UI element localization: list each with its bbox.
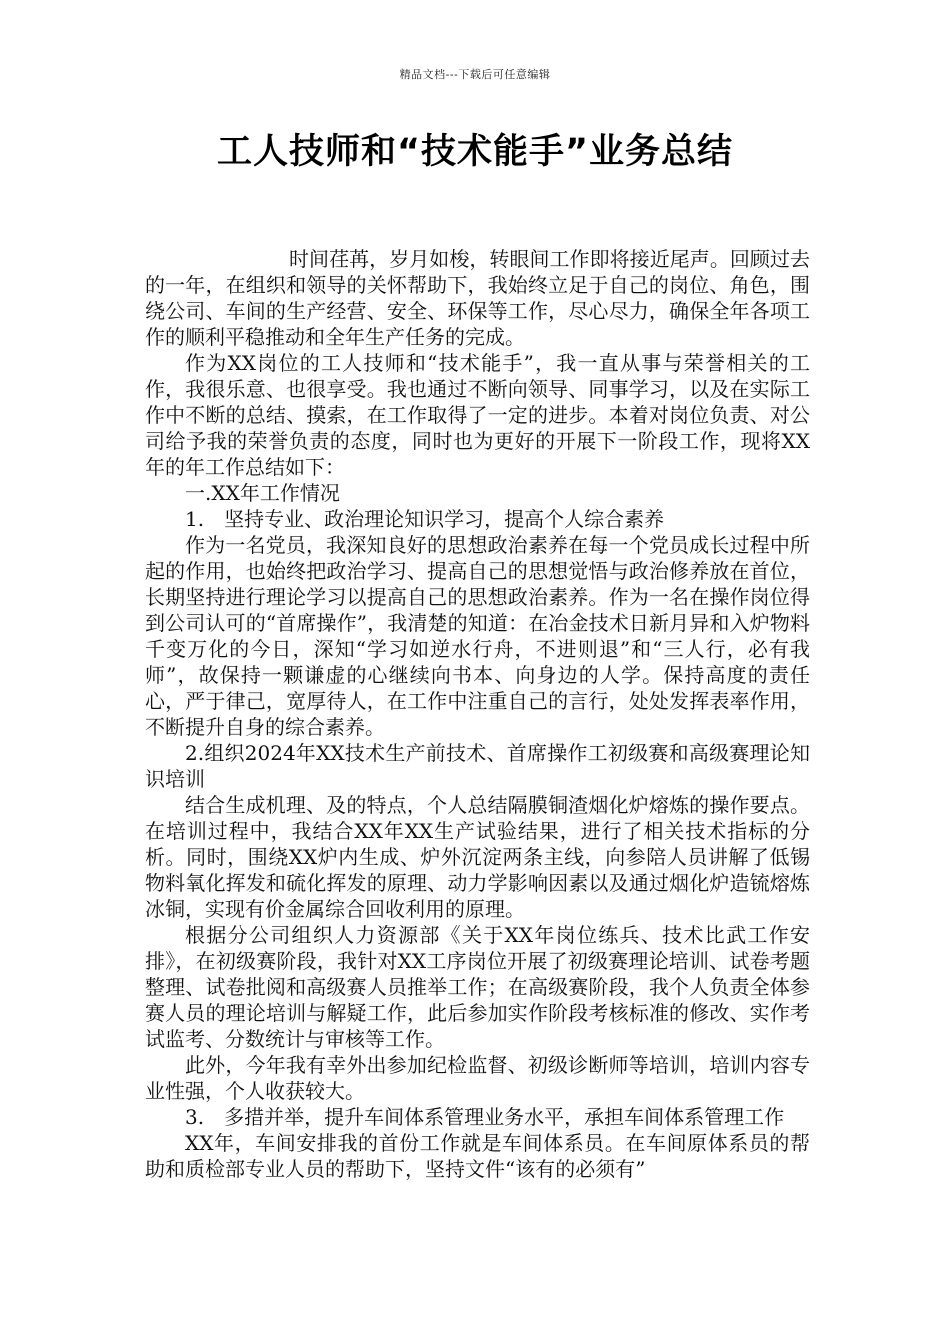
paragraph-study: 作为一名党员，我深知良好的思想政治素养在每一个党员成长过程中所起的作用，也始终把政治学习、提高自己的思想觉悟与政治修养放在首位，长期坚持进行理论学习以提高自己的思想政治素养。作为一名在操作岗位得到公司认可的“首席操作”，我清楚的知道：在冶金技术日新月异和入炉物料千变万化的今日，深知“学习如逆水行舟，不进则退”和“三人行，必有我师”，故保持一颗谦虚的心继续向书本、向身边的人学。保持高度的责任心，严于律己，宽厚待人，在工作中注重自己的言行，处处发挥表率作用，不断提升自身的综合素养。 [145,533,810,739]
section-heading-work-status: 一.XX年工作情况 [185,481,340,505]
paragraph-intro: 时间荏苒，岁月如梭，转眼间工作即将接近尾声。回顾过去的一年，在组织和领导的关怀帮助下，我始终立足于自己的岗位、角色，围绕公司、车间的生产经营、安全、环保等工作，尽心尽力，确保全年各项工作的顺利平稳推动和全年生产任务的完成。 [145,247,810,349]
document-title: 工人技师和“技术能手”业务总结 [216,132,733,172]
paragraph-role: 作为XX岗位的工人技师和“技术能手”，我一直从事与荣誉相关的工作，我很乐意、也很享受。我也通过不断向领导、同事学习，以及在实际工作中不断的总结、摸索，在工作取得了一定的进步。本着对岗位负责、对公司给予我的荣誉负责的态度，同时也为更好的开展下一阶段工作，现将XX年的年工作总结如下： [145,351,810,479]
paragraph-extra-training: 此外，今年我有幸外出参加纪检监督、初级诊断师等培训，培训内容专业性强，个人收获较大。 [145,1053,810,1103]
paragraph-system-management: XX年，车间安排我的首份工作就是车间体系员。在车间原体系员的帮助和质检部专业人员的帮助下，坚持文件“该有的必须有” [145,1131,810,1181]
header-note: 精品文档---下载后可任意编辑 [399,68,551,81]
paragraph-competition: 根据分公司组织人力资源部《关于XX年岗位练兵、技术比武工作安排》，在初级赛阶段，我针对XX工序岗位开展了初级赛理论培训、试卷考题整理、试卷批阅和高级赛人员推举工作；在高级赛阶段，我个人负责全体参赛人员的理论培训与解疑工作，此后参加实作阶段考核标准的修改、实作考试监考、分数统计与审核等工作。 [145,923,810,1051]
subheading-study: 1. 坚持专业、政治理论知识学习，提高个人综合素养 [185,507,665,531]
subheading-system-management: 3. 多措并举，提升车间体系管理业务水平，承担车间体系管理工作 [185,1105,785,1129]
paragraph-training: 结合生成机理、及的特点，个人总结隔膜铜渣烟化炉熔炼的操作要点。在培训过程中，我结合XX年XX生产试验结果，进行了相关技术指标的分析。同时，围绕XX炉内生成、炉外沉淀两条主线，向参陪人员讲解了低锡物料氧化挥发和硫化挥发的原理、动力学影响因素以及通过烟化炉造锍熔炼冰铜，实现有价金属综合回收利用的原理。 [145,793,810,921]
subheading-training: 2.组织2024年XX技术生产前技术、首席操作工初级赛和高级赛理论知识培训 [145,741,810,791]
document-body [145,246,810,1182]
